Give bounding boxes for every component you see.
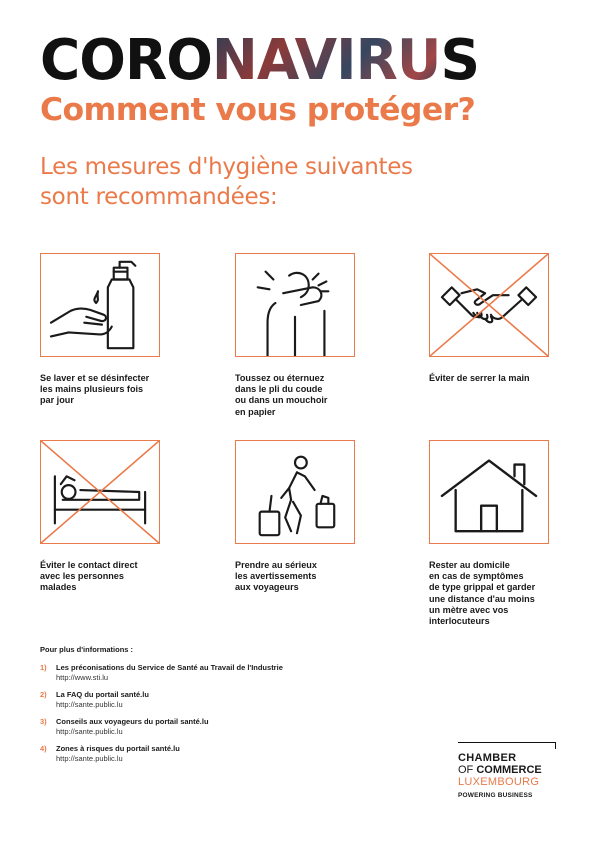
icon-frame (429, 253, 549, 357)
icon-frame (235, 440, 355, 544)
measure-card-cough (235, 253, 395, 418)
intro-text: Les mesures d'hygiène suivantes sont recommandées: (40, 154, 413, 210)
logo-line-3: LUXEMBOURG (458, 776, 540, 788)
logo-bracket-mark (458, 742, 556, 749)
info-url[interactable]: http://sante.public.lu (56, 700, 123, 709)
title-part-3: S (440, 28, 480, 93)
logo-line-2b: COMMERCE (476, 764, 542, 776)
house-icon (430, 441, 548, 543)
info-title: Pour plus d'informations : (40, 645, 134, 654)
info-number: 2) (40, 690, 47, 699)
measure-caption: Se laver et se désinfecter les mains plusieurs fois par jour (40, 373, 150, 406)
page-title (40, 30, 550, 92)
info-url[interactable]: http://sante.public.lu (56, 727, 123, 736)
icon-frame (40, 253, 160, 357)
logo-line-1: CHAMBER (458, 752, 517, 764)
measure-caption: Toussez ou éternuez dans le pli du coude ou dans un mouchoir en papier (235, 373, 328, 417)
info-item (40, 744, 370, 764)
logo-line-2a: OF (458, 764, 477, 776)
measure-caption: Éviter le contact direct avec les personnes malades (40, 560, 138, 593)
logo-line-2 (458, 764, 578, 776)
page-subtitle: Comment vous protéger? (40, 92, 476, 128)
icon-frame (235, 253, 355, 357)
chamber-of-commerce-logo (458, 752, 578, 799)
info-url[interactable]: http://www.sti.lu (56, 673, 109, 682)
measure-card-hand-wash (40, 253, 200, 407)
info-number: 1) (40, 663, 47, 672)
icon-frame (429, 440, 549, 544)
info-number: 3) (40, 717, 47, 726)
info-link-label[interactable]: La FAQ du portail santé.lu (56, 690, 149, 699)
info-link-label[interactable]: Les préconisations du Service de Santé au Travail de l'Industrie (56, 663, 283, 672)
traveler-icon (236, 441, 354, 543)
info-link-label[interactable]: Conseils aux voyageurs du portail santé.lu (56, 717, 209, 726)
measure-card-sick-contact (40, 440, 200, 594)
measure-caption: Prendre au sérieux les avertissements aux voyageurs (235, 560, 317, 593)
cross-out-mark (41, 441, 159, 543)
info-item (40, 663, 370, 683)
cough-elbow-icon (236, 254, 354, 356)
icon-frame (40, 440, 160, 544)
info-url[interactable]: http://sante.public.lu (56, 754, 123, 763)
measure-card-handshake (429, 253, 589, 384)
hand-wash-icon (41, 254, 159, 356)
logo-tagline: POWERING BUSINESS (458, 792, 533, 799)
cross-out-mark (430, 254, 548, 356)
measure-card-traveler (235, 440, 395, 594)
title-part-1: CORO (40, 28, 212, 93)
title-part-2: NAVIRU (211, 28, 441, 93)
measure-caption: Rester au domicile en cas de symptômes de type grippal et garder une distance d'au moins un mètre avec vos interlocuteurs (429, 560, 536, 627)
info-number: 4) (40, 744, 47, 753)
info-item (40, 690, 370, 710)
info-section (40, 645, 370, 771)
info-item (40, 717, 370, 737)
info-link-label[interactable]: Zones à risques du portail santé.lu (56, 744, 180, 753)
measure-caption: Éviter de serrer la main (429, 373, 530, 383)
measure-card-stay-home (429, 440, 589, 627)
